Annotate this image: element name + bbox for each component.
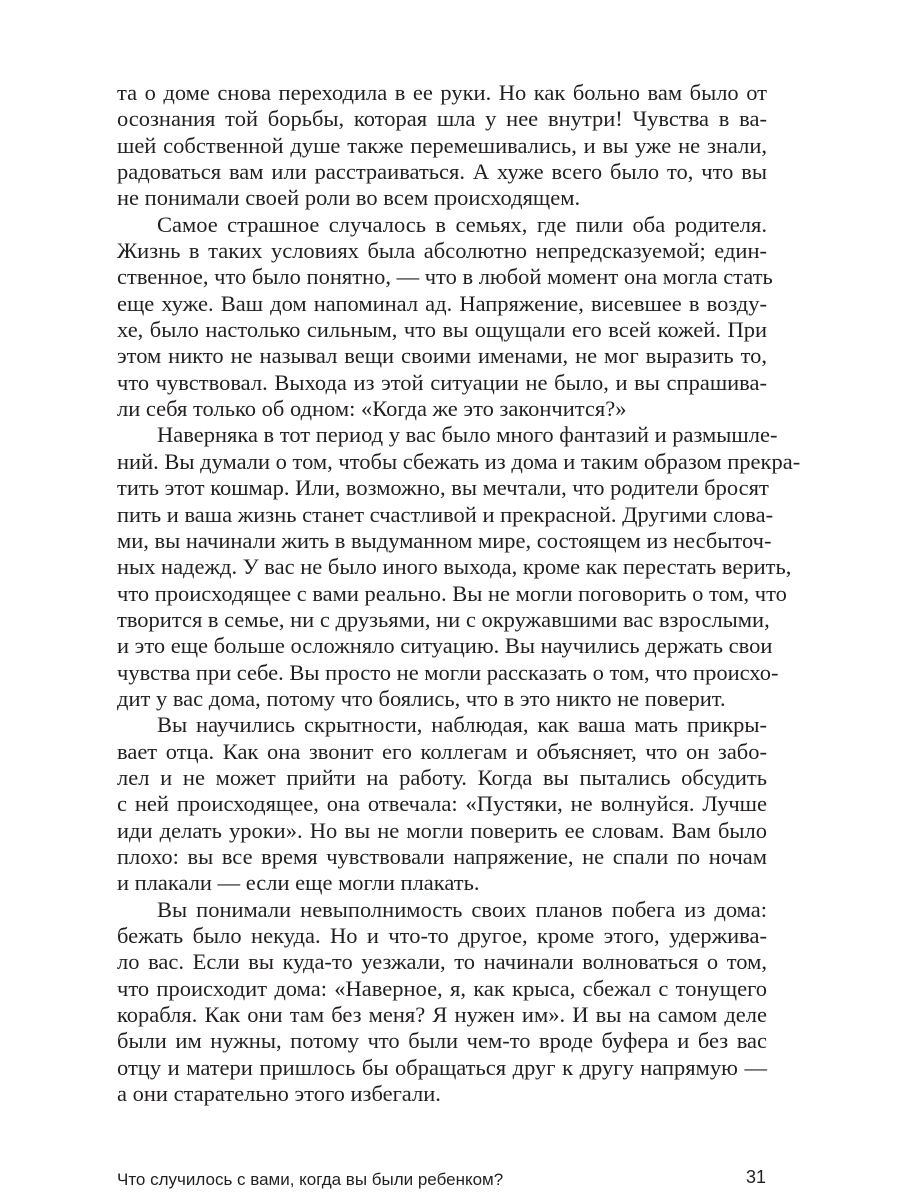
text-line: не понимали своей роли во всем происходящем. (117, 185, 581, 211)
text-line: Вы научились скрытности, наблюдая, как ваша мать прикры- (157, 712, 767, 738)
running-footer-title: Что случилось с вами, когда вы были ребенком? (117, 1170, 504, 1189)
text-line: корабля. Как они там без меня? Я нужен им». И вы на самом деле (117, 1002, 767, 1028)
text-line: ственное, что было понятно, — что в любой момент она могла стать (117, 264, 773, 290)
text-line: творится в семье, ни с друзьями, ни с окружавшими вас взрослыми, (117, 606, 770, 632)
text-line: та о доме снова переходила в ее руки. Но как больно вам было от (117, 80, 767, 105)
text-line: и плакали — если еще могли плакать. (117, 870, 480, 896)
text-line: плохо: вы все время чувствовали напряжение, не спали по ночам (117, 843, 767, 869)
text-line: и это еще больше осложняло ситуацию. Вы научились держать свои (117, 633, 773, 659)
text-line: Жизнь в таких условиях была абсолютно непредсказуемой; един- (117, 238, 767, 264)
text-line: что происходящее с вами реально. Вы не могли поговорить о том, что (117, 580, 787, 606)
text-line: ми, вы начинали жить в выдуманном мире, состоящем из несбыточ- (117, 527, 772, 553)
text-line: ний. Вы думали о том, чтобы сбежать из дома и таким образом прекра- (117, 448, 801, 474)
page-number: 31 (745, 1167, 766, 1187)
text-line: с ней происходящее, она отвечала: «Пустяки, не волнуйся. Лучше (117, 791, 767, 817)
paragraph (117, 422, 801, 712)
text-line: чувства при себе. Вы просто не могли рассказать о том, что происхо- (117, 659, 779, 685)
paragraph (117, 897, 767, 1108)
text-line: пить и ваша жизнь станет счастливой и прекрасной. Другими слова- (117, 501, 774, 527)
paragraph (117, 80, 767, 212)
text-line: Самое страшное случалось в семьях, где пили оба родителя. (157, 211, 767, 237)
text-line: иди делать уроки». Но вы не могли поверить ее словам. Вам было (117, 817, 767, 843)
text-line: хе, было настолько сильным, что вы ощущали его всей кожей. При (117, 317, 767, 343)
text-line: еще хуже. Ваш дом напоминал ад. Напряжение, висевшее в возду- (117, 290, 767, 316)
text-line: Вы понимали невыполнимость своих планов побега из дома: (157, 896, 767, 922)
text-line: ли себя только об одном: «Когда же это закончится?» (117, 396, 627, 422)
text-line: а они старательно этого избегали. (117, 1081, 441, 1107)
text-line: что происходит дома: «Наверное, я, как крыса, сбежал с тонущего (117, 975, 767, 1001)
text-line: дит у вас дома, потому что боялись, что в это никто не поверит. (117, 685, 726, 711)
text-line: этом никто не называл вещи своими именами, не мог выразить то, (117, 343, 767, 369)
text-line: радоваться вам или расстраиваться. А хуже всего было то, что вы (117, 159, 767, 185)
text-line: лел и не может прийти на работу. Когда вы пытались обсудить (117, 764, 767, 790)
text-line: ных надежд. У вас не было иного выхода, кроме как перестать верить, (117, 554, 792, 580)
text-line: что чувствовал. Выхода из этой ситуации не было, и вы спрашива- (117, 369, 767, 395)
text-line: вает отца. Как она звонит его коллегам и объясняет, что он забо- (117, 738, 767, 764)
body-text (117, 80, 801, 1107)
text-line: тить этот кошмар. Или, возможно, вы мечтали, что родители бросят (117, 475, 769, 501)
text-line: были им нужны, потому что были чем-то вроде буфера и без вас (117, 1028, 767, 1054)
text-line: Наверняка в тот период у вас было много фантазий и размышле- (157, 422, 778, 448)
text-line: ло вас. Если вы куда-то уезжали, то начинали волноваться о том, (117, 949, 767, 975)
text-line: бежать было некуда. Но и что-то другое, кроме этого, удержива- (117, 923, 767, 948)
text-line: шей собственной душе также перемешивались, и вы уже не знали, (117, 132, 767, 158)
text-line: осознания той борьбы, которая шла у нее внутри! Чувства в ва- (117, 106, 767, 132)
text-line: отцу и матери пришлось бы обращаться друг к другу напрямую — (117, 1054, 767, 1080)
paragraph (117, 211, 773, 423)
paragraph (117, 712, 767, 896)
